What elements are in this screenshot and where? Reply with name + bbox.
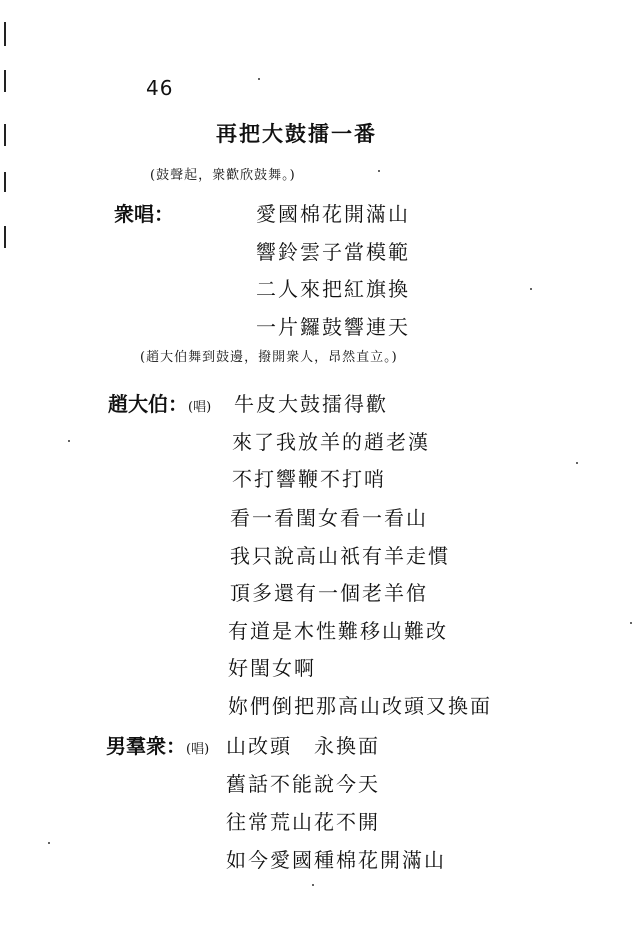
print-speck bbox=[312, 884, 314, 886]
binding-mark bbox=[4, 70, 6, 92]
sing-mark: (唱) bbox=[188, 400, 212, 415]
lyric-line: 如今愛國種棉花開滿山 bbox=[226, 848, 446, 872]
lyric-line: 舊話不能說今天 bbox=[226, 772, 380, 796]
print-speck bbox=[530, 288, 532, 290]
lyric-line: 我只說高山祇有羊走慣 bbox=[230, 544, 450, 568]
lyric-line: 看一看閨女看一看山 bbox=[230, 506, 428, 530]
print-speck bbox=[378, 170, 380, 172]
print-speck bbox=[68, 440, 70, 442]
lyric-line: 一片鑼鼓響連天 bbox=[256, 315, 410, 339]
sing-mark: (唱) bbox=[186, 742, 210, 757]
speaker-zhao bbox=[108, 388, 211, 417]
page-number: 46 bbox=[146, 76, 174, 100]
speaker-chorus: 衆唱： bbox=[114, 202, 174, 226]
lyric-line: 響鈴雲子當模範 bbox=[256, 240, 410, 264]
binding-mark bbox=[4, 172, 6, 192]
binding-mark bbox=[4, 226, 6, 248]
lyric-line: 來了我放羊的趙老漢 bbox=[232, 430, 430, 454]
binding-mark bbox=[4, 124, 6, 146]
lyric-line: 二人來把紅旗換 bbox=[256, 277, 410, 301]
lyric-line: 頂多還有一個老羊倌 bbox=[230, 581, 428, 605]
lyric-line: 牛皮大鼓擂得歡 bbox=[234, 392, 388, 416]
speaker-men bbox=[106, 730, 209, 759]
lyric-line: 有道是木性難移山難改 bbox=[228, 619, 448, 643]
binding-mark bbox=[4, 22, 6, 46]
print-speck bbox=[48, 842, 50, 844]
lyric-line: 往常荒山花不開 bbox=[226, 810, 380, 834]
print-speck bbox=[630, 622, 632, 624]
stage-direction: (鼓聲起，衆歡欣鼓舞。) bbox=[150, 168, 296, 183]
lyric-line: 愛國棉花開滿山 bbox=[256, 202, 410, 226]
lyric-line: 山改頭 永換面 bbox=[226, 734, 380, 758]
stage-direction: (趙大伯舞到鼓邊，撥開衆人，昂然直立。) bbox=[140, 350, 398, 365]
lyric-line: 好閨女啊 bbox=[228, 656, 316, 680]
lyric-line: 不打響鞭不打哨 bbox=[232, 467, 386, 491]
print-speck bbox=[258, 78, 260, 80]
print-speck bbox=[576, 462, 578, 464]
speaker-name: 男羣衆： bbox=[106, 734, 186, 758]
song-title: 再把大鼓擂一番 bbox=[216, 121, 377, 146]
speaker-name: 趙大伯： bbox=[108, 392, 188, 416]
lyric-line: 妳們倒把那高山改頭又換面 bbox=[228, 694, 492, 718]
